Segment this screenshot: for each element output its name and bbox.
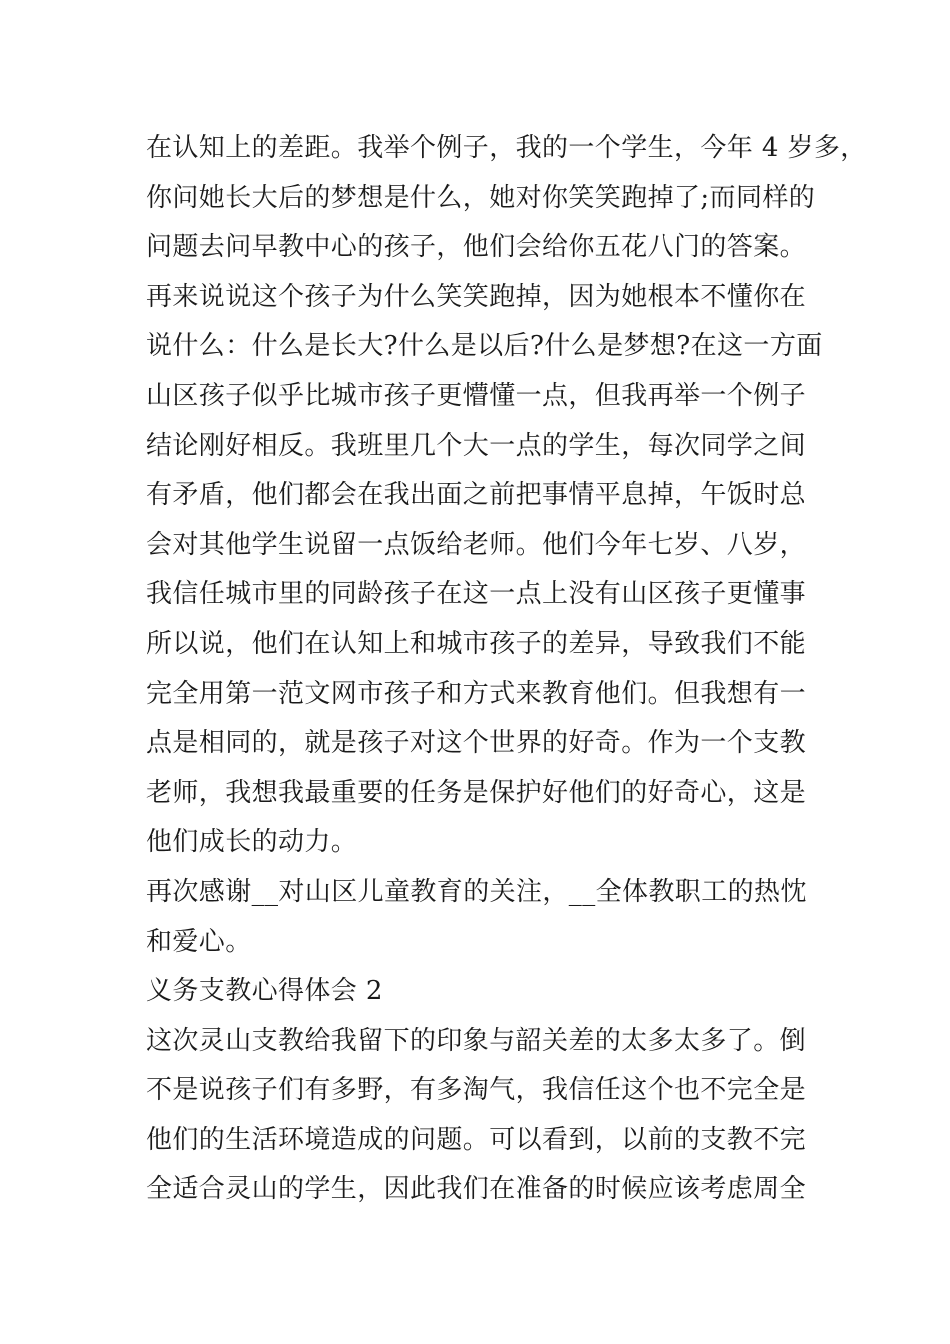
text-line: 说什么：什么是长大?什么是以后?什么是梦想?在这一方面 (146, 331, 823, 362)
text-line: 不是说孩子们有多野，有多淘气，我信任这个也不完全是 (146, 1075, 807, 1106)
text-line: 问题去问早教中心的孩子，他们会给你五花八门的答案。 (146, 232, 807, 263)
text-line: 山区孩子似乎比城市孩子更懵懂一点，但我再举一个例子 (146, 380, 807, 411)
text-line: 再次感谢__对山区儿童教育的关注，__全体教职工的热忱 (146, 876, 807, 907)
section-heading: 义务支教心得体会 2 (146, 976, 383, 1007)
text-line: 完全用第一范文网市孩子和方式来教育他们。但我想有一 (146, 678, 807, 709)
text-line: 和爱心。 (146, 926, 252, 957)
text-line: 这次灵山支教给我留下的印象与韶关差的太多太多了。倒 (146, 1025, 807, 1056)
text-line: 再来说说这个孩子为什么笑笑跑掉，因为她根本不懂你在 (146, 281, 807, 312)
text-line: 老师，我想我最重要的任务是保护好他们的好奇心，这是 (146, 777, 807, 808)
text-line: 所以说，他们在认知上和城市孩子的差异，导致我们不能 (146, 628, 807, 659)
text-line: 会对其他学生说留一点饭给老师。他们今年七岁、八岁， (146, 529, 807, 560)
text-line: 他们成长的动力。 (146, 827, 358, 858)
text-line: 我信任城市里的同龄孩子在这一点上没有山区孩子更懂事 (146, 579, 807, 610)
text-line: 结论刚好相反。我班里几个大一点的学生，每次同学之间 (146, 430, 807, 461)
text-line: 在认知上的差距。我举个例子，我的一个学生，今年 4 岁多， (146, 133, 867, 163)
text-line: 点是相同的，就是孩子对这个世界的好奇。作为一个支教 (146, 728, 807, 759)
text-line: 你问她长大后的梦想是什么，她对你笑笑跑掉了;而同样的 (146, 182, 816, 213)
text-line: 他们的生活环境造成的问题。可以看到，以前的支教不完 (146, 1124, 807, 1155)
document-body (146, 124, 867, 1215)
text-line: 全适合灵山的学生，因此我们在准备的时候应该考虑周全 (146, 1174, 807, 1205)
text-line: 有矛盾，他们都会在我出面之前把事情平息掉，午饭时总 (146, 480, 807, 511)
